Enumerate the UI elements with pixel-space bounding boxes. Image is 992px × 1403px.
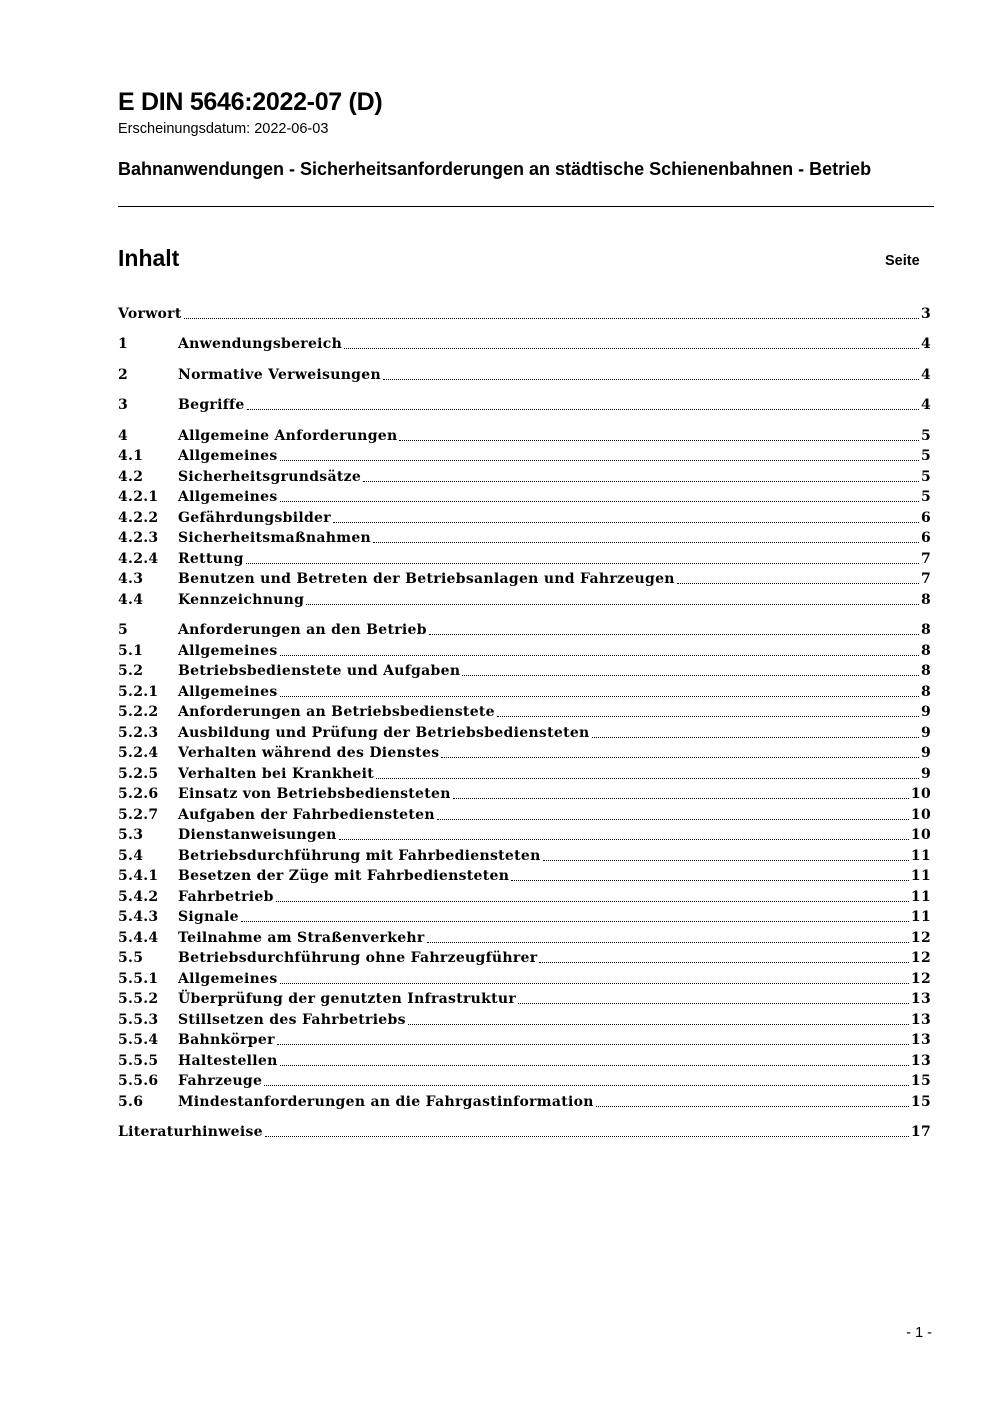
toc-dot-leader bbox=[462, 675, 919, 676]
toc-entry-number: 5.2.2 bbox=[118, 704, 159, 720]
toc-dot-leader bbox=[265, 1136, 909, 1137]
toc-dot-leader bbox=[408, 1024, 909, 1025]
toc-dot-leader bbox=[280, 655, 919, 656]
toc-entry-title: Haltestellen bbox=[178, 1052, 278, 1069]
toc-entry-page: 9 bbox=[920, 765, 931, 782]
toc-entry-title: Vorwort bbox=[118, 305, 182, 322]
toc-entry[interactable] bbox=[118, 1069, 931, 1090]
toc-entry-title: Besetzen der Züge mit Fahrbediensteten bbox=[178, 868, 510, 884]
toc-entry-number: 5.6 bbox=[118, 1093, 144, 1110]
toc-entry[interactable] bbox=[118, 905, 931, 926]
toc-entry[interactable] bbox=[118, 1048, 931, 1069]
toc-entry-number: 5.5.4 bbox=[118, 1032, 159, 1048]
toc-dot-leader bbox=[241, 921, 909, 922]
toc-dot-leader bbox=[596, 1106, 909, 1107]
toc-entry-number: 5.1 bbox=[118, 642, 144, 659]
toc-entry-number: 2 bbox=[118, 366, 129, 383]
toc-entry-title: Sicherheitsmaßnahmen bbox=[178, 530, 372, 546]
toc-entry[interactable] bbox=[118, 464, 931, 485]
toc-dot-leader bbox=[677, 583, 919, 584]
toc-entry-page: 13 bbox=[910, 1052, 931, 1069]
toc-dot-leader bbox=[264, 1085, 909, 1086]
title-divider bbox=[118, 206, 934, 207]
toc-entry-title: Verhalten während des Dienstes bbox=[178, 745, 440, 761]
toc-entry-number: 5.3 bbox=[118, 827, 144, 843]
toc-entry-page: 12 bbox=[910, 950, 931, 966]
toc-dot-leader bbox=[280, 501, 919, 502]
toc-entry-page: 13 bbox=[910, 1011, 931, 1028]
toc-entry-page: 8 bbox=[920, 683, 931, 700]
toc-entry-number: 1 bbox=[118, 336, 129, 352]
toc-dot-leader bbox=[247, 409, 919, 410]
toc-entry-title: Anforderungen an Betriebsbedienstete bbox=[178, 704, 495, 720]
toc-entry-title: Aufgaben der Fahrbediensteten bbox=[178, 806, 435, 823]
toc-dot-leader bbox=[184, 318, 919, 319]
toc-entry[interactable] bbox=[118, 864, 931, 885]
toc-entry-page: 5 bbox=[920, 489, 931, 505]
toc-dot-leader bbox=[511, 880, 909, 881]
toc-dot-leader bbox=[276, 901, 909, 902]
toc-dot-leader bbox=[427, 942, 909, 943]
toc-entry[interactable] bbox=[118, 720, 931, 741]
toc-entry-page: 8 bbox=[920, 642, 931, 659]
toc-entry[interactable] bbox=[118, 987, 931, 1008]
toc-dot-leader bbox=[246, 563, 919, 564]
toc-entry-title: Signale bbox=[178, 909, 239, 925]
toc-entry-page: 17 bbox=[910, 1124, 931, 1140]
toc-entry-title: Gefährdungsbilder bbox=[178, 509, 331, 526]
toc-entry[interactable] bbox=[118, 823, 931, 844]
toc-entry-title: Allgemeines bbox=[178, 448, 278, 464]
toc-entry[interactable] bbox=[118, 587, 931, 608]
toc-entry-number: 5.5 bbox=[118, 950, 144, 966]
toc-entry-title: Betriebsbedienstete und Aufgaben bbox=[178, 663, 461, 679]
toc-entry[interactable] bbox=[118, 946, 931, 967]
toc-dot-leader bbox=[497, 716, 919, 717]
toc-entry[interactable] bbox=[118, 444, 931, 465]
toc-entry-number: 5.4.3 bbox=[118, 909, 159, 925]
toc-entry-title: Fahrzeuge bbox=[178, 1073, 263, 1089]
toc-entry[interactable] bbox=[118, 843, 931, 864]
toc-dot-leader bbox=[277, 1044, 909, 1045]
toc-dot-leader bbox=[539, 962, 908, 963]
toc-entry-title: Betriebsdurchführung ohne Fahrzeugführer bbox=[178, 950, 538, 966]
toc-entry-title: Kennzeichnung bbox=[178, 591, 305, 608]
toc-entry-page: 6 bbox=[920, 530, 931, 546]
toc-entry-page: 3 bbox=[920, 305, 931, 322]
toc-entry[interactable] bbox=[118, 332, 931, 353]
toc-entry-page: 7 bbox=[920, 571, 931, 587]
toc-entry-title: Literaturhinweise bbox=[118, 1124, 263, 1140]
toc-entry[interactable] bbox=[118, 700, 931, 721]
toc-entry-page: 10 bbox=[910, 806, 931, 823]
toc-dot-leader bbox=[280, 983, 909, 984]
toc-dot-leader bbox=[441, 757, 919, 758]
page-number: - 1 - bbox=[906, 1325, 932, 1341]
toc-entry-title: Betriebsdurchführung mit Fahrbediensteten bbox=[178, 847, 541, 864]
toc-dot-leader bbox=[518, 1003, 909, 1004]
toc-entry-number: 5 bbox=[118, 622, 129, 638]
toc-entry-title: Allgemeines bbox=[178, 489, 278, 505]
toc-dot-leader bbox=[437, 819, 909, 820]
toc-entry-page: 13 bbox=[910, 991, 931, 1007]
toc-entry[interactable] bbox=[118, 301, 931, 322]
toc-entry[interactable] bbox=[118, 1120, 931, 1141]
toc-entry[interactable] bbox=[118, 423, 931, 444]
toc-entry-page: 8 bbox=[920, 591, 931, 608]
toc-entry[interactable] bbox=[118, 1028, 931, 1049]
toc-entry-number: 5.5.3 bbox=[118, 1011, 159, 1028]
toc-entry-title: Einsatz von Betriebsbediensteten bbox=[178, 786, 451, 802]
toc-entry[interactable] bbox=[118, 393, 931, 414]
toc-dot-leader bbox=[453, 798, 909, 799]
toc-entry-number: 5.4.1 bbox=[118, 868, 159, 884]
toc-dot-leader bbox=[333, 522, 919, 523]
toc-entry-number: 3 bbox=[118, 397, 129, 413]
toc-entry-number: 4.2.4 bbox=[118, 550, 159, 567]
toc-entry-title: Allgemeines bbox=[178, 683, 278, 700]
toc-entry[interactable] bbox=[118, 1089, 931, 1110]
toc-entry-title: Stillsetzen des Fahrbetriebs bbox=[178, 1011, 406, 1028]
toc-entry-page: 11 bbox=[910, 847, 931, 864]
toc-entry-number: 4.2.3 bbox=[118, 530, 159, 546]
toc-entry-page: 4 bbox=[920, 366, 931, 383]
toc-entry-page: 5 bbox=[920, 468, 931, 485]
toc-dot-leader bbox=[344, 348, 919, 349]
toc-entry-page: 7 bbox=[920, 550, 931, 567]
toc-entry-number: 4.2.2 bbox=[118, 509, 159, 526]
toc-entry[interactable] bbox=[118, 1007, 931, 1028]
toc-entry-title: Dienstanweisungen bbox=[178, 827, 337, 843]
toc-dot-leader bbox=[280, 696, 919, 697]
toc-entry-page: 11 bbox=[910, 868, 931, 884]
toc-entry-page: 4 bbox=[920, 336, 931, 352]
toc-dot-leader bbox=[363, 481, 919, 482]
toc-entry-number: 4.2.1 bbox=[118, 489, 159, 505]
toc-entry-number: 5.4 bbox=[118, 847, 144, 864]
toc-entry-page: 12 bbox=[910, 929, 931, 946]
toc-entry-page: 8 bbox=[920, 622, 931, 638]
toc-entry-page: 4 bbox=[920, 397, 931, 413]
toc-entry-title: Ausbildung und Prüfung der Betriebsbediensteten bbox=[178, 724, 590, 741]
toc-entry-page: 15 bbox=[910, 1093, 931, 1110]
toc-entry-title: Anforderungen an den Betrieb bbox=[178, 622, 427, 638]
toc-entry[interactable] bbox=[118, 761, 931, 782]
toc-entry-number: 4.1 bbox=[118, 448, 144, 464]
toc-entry-number: 5.5.5 bbox=[118, 1052, 159, 1069]
toc-entry-title: Sicherheitsgrundsätze bbox=[178, 468, 362, 485]
toc-entry-title: Allgemeines bbox=[178, 970, 278, 987]
toc-entry-number: 5.2.5 bbox=[118, 765, 159, 782]
toc-entry-page: 12 bbox=[910, 970, 931, 987]
toc-entry-number: 5.5.2 bbox=[118, 991, 159, 1007]
toc-entry-title: Verhalten bei Krankheit bbox=[178, 765, 375, 782]
toc-entry-number: 5.2.3 bbox=[118, 724, 159, 741]
toc-entry[interactable] bbox=[118, 925, 931, 946]
table-of-contents bbox=[118, 301, 931, 1140]
toc-entry-number: 5.2.1 bbox=[118, 683, 159, 700]
toc-entry-page: 9 bbox=[920, 704, 931, 720]
toc-dot-leader bbox=[280, 1065, 909, 1066]
toc-entry-title: Normative Verweisungen bbox=[178, 366, 381, 383]
toc-entry-page: 9 bbox=[920, 745, 931, 761]
toc-entry[interactable] bbox=[118, 782, 931, 803]
toc-entry-title: Allgemeine Anforderungen bbox=[178, 427, 398, 444]
toc-entry-page: 11 bbox=[910, 888, 931, 905]
toc-entry-page: 8 bbox=[920, 663, 931, 679]
toc-entry-number: 4 bbox=[118, 427, 129, 444]
toc-entry-number: 4.2 bbox=[118, 468, 144, 485]
toc-entry-number: 5.2.4 bbox=[118, 745, 159, 761]
publication-date: Erscheinungsdatum: 2022-06-03 bbox=[118, 121, 329, 137]
toc-entry-number: 5.4.2 bbox=[118, 888, 159, 905]
toc-entry[interactable] bbox=[118, 546, 931, 567]
toc-entry[interactable] bbox=[118, 802, 931, 823]
toc-entry[interactable] bbox=[118, 659, 931, 680]
toc-entry-title: Fahrbetrieb bbox=[178, 888, 274, 905]
toc-entry[interactable] bbox=[118, 526, 931, 547]
toc-entry-number: 4.4 bbox=[118, 591, 144, 608]
toc-dot-leader bbox=[543, 860, 909, 861]
toc-entry-page: 9 bbox=[920, 724, 931, 741]
toc-entry-number: 5.5.1 bbox=[118, 970, 159, 987]
toc-entry-title: Anwendungsbereich bbox=[178, 336, 343, 352]
toc-entry-title: Mindestanforderungen an die Fahrgastinformation bbox=[178, 1093, 594, 1110]
toc-entry-page: 10 bbox=[910, 786, 931, 802]
toc-entry[interactable] bbox=[118, 505, 931, 526]
toc-entry[interactable] bbox=[118, 884, 931, 905]
toc-dot-leader bbox=[373, 542, 919, 543]
toc-entry[interactable] bbox=[118, 567, 931, 588]
toc-entry-page: 11 bbox=[910, 909, 931, 925]
toc-entry-title: Allgemeines bbox=[178, 642, 278, 659]
document-id: E DIN 5646:2022-07 (D) bbox=[118, 88, 383, 116]
toc-dot-leader bbox=[383, 379, 919, 380]
toc-entry-title: Rettung bbox=[178, 550, 244, 567]
document-title: Bahnanwendungen - Sicherheitsanforderungen an städtische Schienenbahnen - Betrieb bbox=[118, 159, 872, 179]
toc-entry-page: 15 bbox=[910, 1073, 931, 1089]
toc-entry[interactable] bbox=[118, 638, 931, 659]
toc-dot-leader bbox=[429, 634, 919, 635]
toc-entry-title: Begriffe bbox=[178, 397, 245, 413]
toc-entry[interactable] bbox=[118, 679, 931, 700]
page-column-label: Seite bbox=[885, 253, 920, 269]
toc-heading: Inhalt bbox=[118, 245, 180, 271]
toc-entry-number: 5.2.6 bbox=[118, 786, 159, 802]
toc-entry[interactable] bbox=[118, 362, 931, 383]
toc-entry-title: Benutzen und Betreten der Betriebsanlagen und Fahrzeugen bbox=[178, 571, 675, 587]
toc-entry-page: 5 bbox=[920, 427, 931, 444]
toc-entry[interactable] bbox=[118, 485, 931, 506]
toc-entry-number: 5.5.6 bbox=[118, 1073, 159, 1089]
toc-entry-number: 5.4.4 bbox=[118, 929, 159, 946]
toc-entry[interactable] bbox=[118, 966, 931, 987]
toc-entry-page: 13 bbox=[910, 1032, 931, 1048]
toc-entry-page: 5 bbox=[920, 448, 931, 464]
toc-entry[interactable] bbox=[118, 741, 931, 762]
toc-entry-page: 10 bbox=[910, 827, 931, 843]
toc-entry-number: 5.2.7 bbox=[118, 806, 159, 823]
toc-entry-title: Bahnkörper bbox=[178, 1032, 275, 1048]
toc-entry-number: 4.3 bbox=[118, 571, 144, 587]
toc-dot-leader bbox=[339, 839, 909, 840]
toc-dot-leader bbox=[376, 778, 919, 779]
toc-dot-leader bbox=[592, 737, 919, 738]
toc-entry-number: 5.2 bbox=[118, 663, 144, 679]
toc-entry-title: Überprüfung der genutzten Infrastruktur bbox=[178, 991, 517, 1007]
toc-entry[interactable] bbox=[118, 618, 931, 639]
toc-dot-leader bbox=[280, 460, 919, 461]
toc-dot-leader bbox=[399, 440, 918, 441]
toc-entry-page: 6 bbox=[920, 509, 931, 526]
toc-entry-title: Teilnahme am Straßenverkehr bbox=[178, 929, 425, 946]
toc-dot-leader bbox=[306, 604, 919, 605]
